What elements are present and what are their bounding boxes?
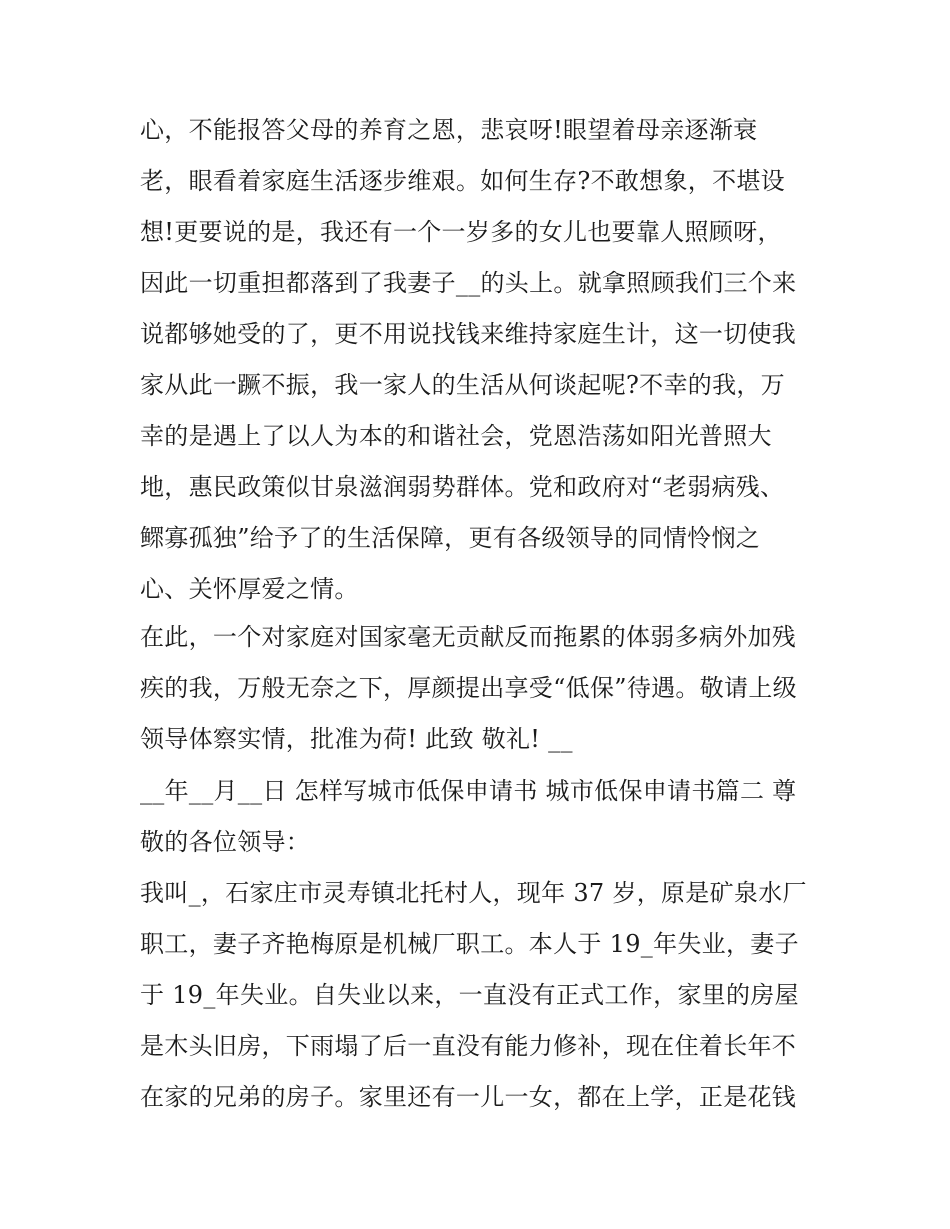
text-line: 地，惠民政策似甘泉滋润弱势群体。党和政府对“老弱病残、 bbox=[140, 473, 785, 501]
text-line: 因此一切重担都落到了我妻子__的头上。就拿照顾我们三个来 bbox=[140, 269, 797, 297]
text-line: 在家的兄弟的房子。家里还有一儿一女，都在上学，正是花钱 bbox=[140, 1083, 797, 1111]
text-line: 我叫_，石家庄市灵寿镇北托村人，现年 37 岁，原是矿泉水厂 bbox=[140, 879, 807, 907]
text-line: 鳏寡孤独”给予了的生活保障，更有各级领导的同情怜悯之 bbox=[140, 524, 761, 552]
text-line: 领导体察实情，批准为荷! 此致 敬礼! __ bbox=[140, 725, 573, 753]
text-line: 幸的是遇上了以人为本的和谐社会，党恩浩荡如阳光普照大 bbox=[140, 422, 772, 450]
text-line: 说都够她受的了，更不用说找钱来维持家庭生计，这一切使我 bbox=[140, 320, 797, 348]
text-line: 想!更要说的是，我还有一个一岁多的女儿也要靠人照顾呀， bbox=[140, 218, 782, 246]
text-line: 在此，一个对家庭对国家毫无贡献反而拖累的体弱多病外加残 bbox=[140, 623, 797, 651]
text-line: 敬的各位领导： bbox=[140, 828, 311, 856]
text-line: 是木头旧房，下雨塌了后一直没有能力修补，现在住着长年不 bbox=[140, 1032, 797, 1060]
text-line: 老，眼看着家庭生活逐步维艰。如何生存?不敢想象，不堪设 bbox=[140, 167, 785, 195]
text-line: 职工，妻子齐艳梅原是机械厂职工。本人于 19_年失业，妻子 bbox=[140, 930, 799, 958]
text-line: 家从此一蹶不振，我一家人的生活从何谈起呢?不幸的我，万 bbox=[140, 371, 785, 399]
text-line: 于 19_年失业。自失业以来，一直没有正式工作，家里的房屋 bbox=[140, 981, 799, 1009]
text-line: 心、关怀厚爱之情。 bbox=[140, 575, 359, 603]
text-line: 心，不能报答父母的养育之恩，悲哀呀!眼望着母亲逐渐衰 bbox=[140, 116, 758, 144]
text-line: __年__月__日 怎样写城市低保申请书 城市低保申请书篇二 尊 bbox=[140, 777, 797, 805]
text-line: 疾的我，万般无奈之下，厚颜提出享受“低保”待遇。敬请上级 bbox=[140, 674, 797, 702]
